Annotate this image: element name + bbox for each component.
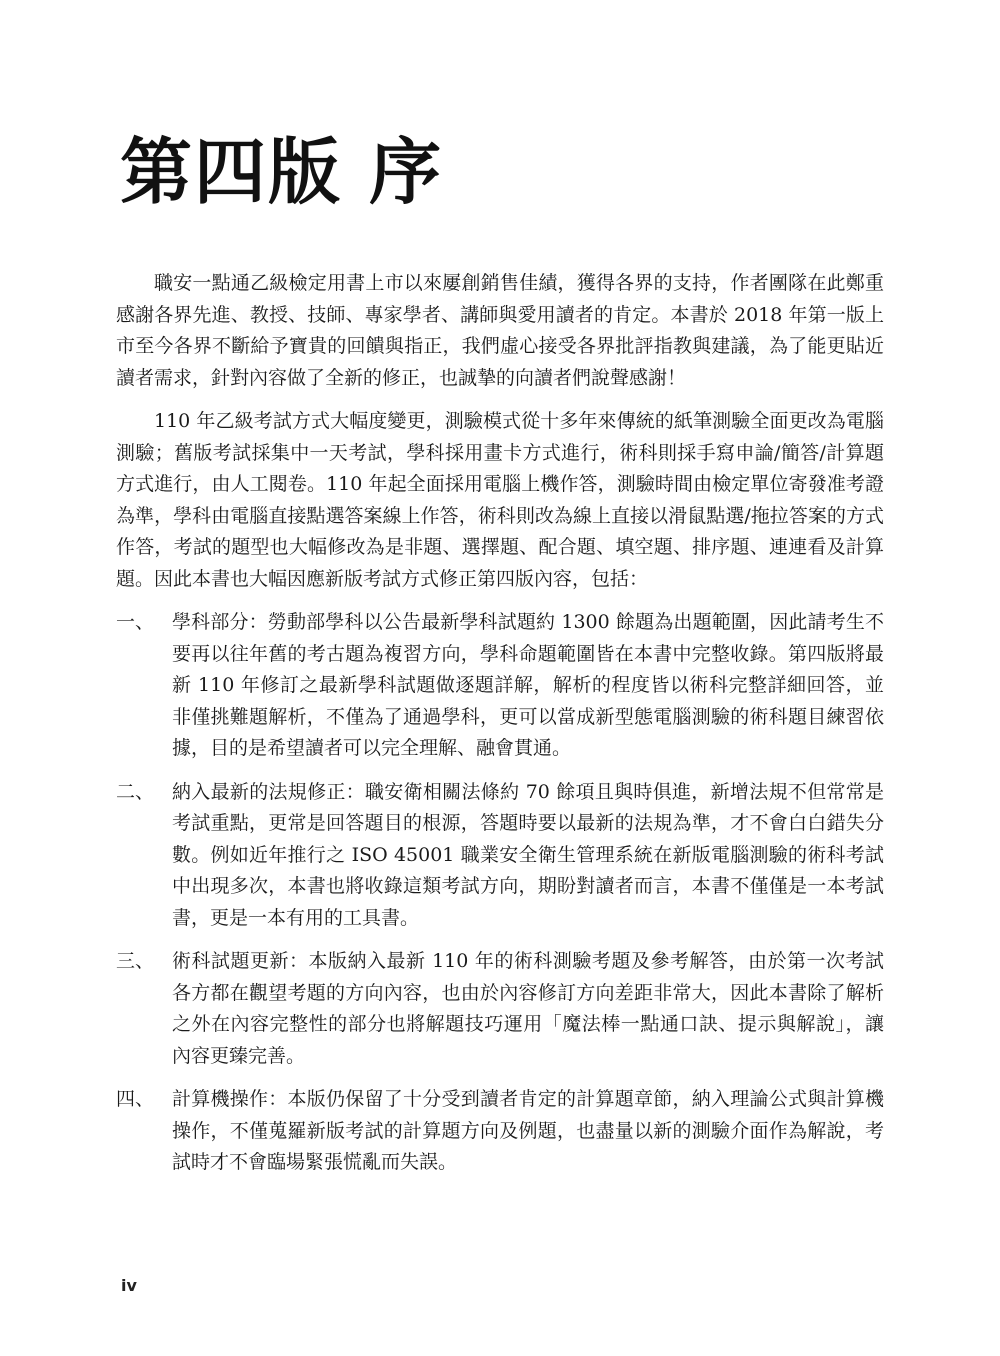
list-item-text: 學科部分：勞動部學科以公告最新學科試題約 1300 餘題為出題範圍，因此請考生不要再以往年舊的考古題為複習方向，學科命題範圍皆在本書中完整收錄。第四版將最新 110 年修訂之最新學科試題做逐題詳解，解析的程度皆以術科完整詳細回答，並非僅挑難題解析，不僅為了通過學科，更可以當成新型態電腦測驗的術科題目練習依據，目的是希望讀者可以完全理解、融會貫通。 [172, 611, 884, 759]
list-marker: 一、 [116, 611, 155, 633]
page-number: iv [121, 1276, 137, 1295]
list-item [116, 607, 884, 765]
list-item [116, 777, 884, 935]
list-marker: 三、 [116, 950, 155, 972]
list-item [116, 946, 884, 1072]
revision-list [116, 607, 884, 1179]
paragraph-exam-change: 110 年乙級考試方式大幅度變更，測驗模式從十多年來傳統的紙筆測驗全面更改為電腦測驗；舊版考試採集中一天考試，學科採用畫卡方式進行，術科則採手寫申論/簡答/計算題方式進行，由人工閱卷。110 年起全面採用電腦上機作答，測驗時間由檢定單位寄發准考證為準，學科由電腦直接點選答案線上作答，術科則改為線上直接以滑鼠點選/拖拉答案的方式作答，考試的題型也大幅修改為是非題、選擇題、配合題、填空題、排序題、連連看及計算題。因此本書也大幅因應新版考試方式修正第四版內容，包括： [116, 410, 884, 590]
preface-body [116, 268, 884, 1191]
list-marker: 四、 [116, 1088, 155, 1110]
list-item [116, 1084, 884, 1179]
page-title: 第四版 序 [120, 129, 444, 214]
list-item-text: 納入最新的法規修正：職安衛相關法條約 70 餘項且與時俱進，新增法規不但常常是考試重點，更常是回答題目的根源，答題時要以最新的法規為準，才不會白白錯失分數。例如近年推行之 ISO 45001 職業安全衛生管理系統在新版電腦測驗的術科考試中出現多次，本書也將收錄這類考試方向，期盼對讀者而言，本書不僅僅是一本考試書，更是一本有用的工具書。 [172, 780, 884, 929]
paragraph-intro: 職安一點通乙級檢定用書上市以來屢創銷售佳績，獲得各界的支持，作者團隊在此鄭重感謝各界先進、教授、技師、專家學者、講師與愛用讀者的肯定。本書於 2018 年第一版上市至今各界不斷給予寶貴的回饋與指正，我們虛心接受各界批評指教與建議，為了能更貼近讀者需求，針對內容做了全新的修正，也誠摯的向讀者們說聲感謝！ [116, 272, 884, 389]
list-item-text: 術科試題更新：本版納入最新 110 年的術科測驗考題及參考解答，由於第一次考試各方都在觀望考題的方向內容，也由於內容修訂方向差距非常大，因此本書除了解析之外在內容完整性的部分也將解題技巧運用「魔法棒一點通口訣、提示與解說」，讓內容更臻完善。 [172, 950, 884, 1067]
list-marker: 二、 [116, 780, 155, 803]
list-item-text: 計算機操作：本版仍保留了十分受到讀者肯定的計算題章節，納入理論公式與計算機操作，不僅蒐羅新版考試的計算題方向及例題，也盡量以新的測驗介面作為解說，考試時才不會臨場緊張慌亂而失誤。 [172, 1088, 884, 1173]
